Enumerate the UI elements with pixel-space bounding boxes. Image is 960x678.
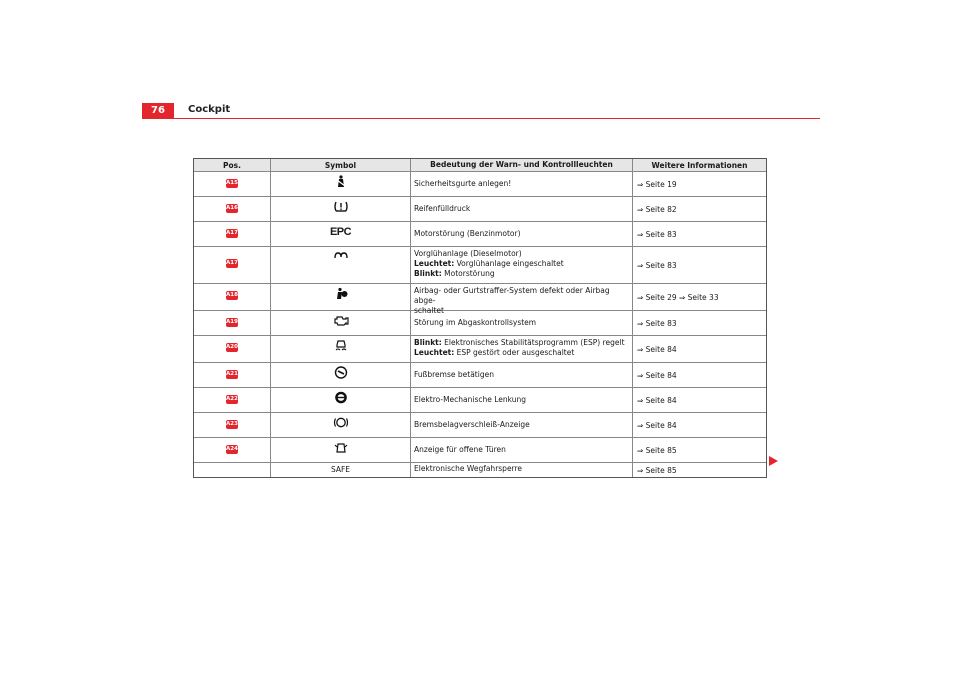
header-meaning: Bedeutung der Warn- und Kontrollleuchten	[411, 159, 633, 171]
row-text: Motorstörung	[441, 269, 495, 278]
leuchtet-label: Leuchtet:	[414, 259, 455, 268]
foot-brake-icon	[333, 366, 349, 379]
row-info: ⇒ Seite 19	[637, 179, 677, 189]
pos-badge: A20	[226, 344, 238, 350]
row-text: Elektronische Wegfahrsperre	[411, 463, 633, 477]
row-text-block	[411, 247, 633, 283]
table-row	[194, 246, 766, 283]
engine-icon	[333, 314, 349, 327]
row-info: ⇒ Seite 29 ⇒ Seite 33	[637, 292, 719, 302]
header-rule	[142, 118, 820, 119]
page-number: 76	[142, 103, 174, 119]
row-text: Anzeige für offene Türen	[414, 445, 506, 454]
brake-pad-icon	[333, 416, 349, 429]
row-text: Sicherheitsgurte anlegen!	[414, 179, 512, 188]
pos-badge: A19	[226, 319, 238, 325]
row-text-block	[411, 336, 633, 362]
row-text: Motorstörung (Benzinmotor)	[414, 229, 521, 238]
pos-badge: A22	[226, 396, 238, 402]
pos-badge: A17	[226, 230, 238, 236]
airbag-icon	[333, 287, 349, 300]
door-open-icon	[333, 441, 349, 454]
table-row	[194, 221, 766, 246]
table-row	[194, 283, 766, 315]
row-text: Fußbremse betätigen	[414, 370, 494, 379]
table-row	[194, 462, 766, 477]
glow-plug-icon	[333, 250, 349, 263]
row-text: Elektro-Mechanische Lenkung	[414, 395, 527, 404]
row-text: Airbag- oder Gurtstraffer-System defekt oder Airbag abge-	[414, 286, 610, 305]
seatbelt-icon	[333, 175, 349, 188]
row-text: Reifenfülldruck	[414, 204, 471, 213]
row-info: ⇒ Seite 83	[637, 318, 677, 328]
row-text-block	[411, 284, 633, 315]
pos-badge: A24	[226, 446, 238, 452]
row-text: Bremsbelagverschleiß-Anzeige	[414, 420, 530, 429]
table-row	[194, 335, 766, 362]
page-title: Cockpit	[188, 104, 231, 115]
row-info: ⇒ Seite 84	[637, 395, 677, 405]
pos-badge: A21	[226, 371, 238, 377]
header-pos: Pos.	[194, 159, 271, 171]
row-info: ⇒ Seite 84	[637, 420, 677, 430]
table-header-row	[194, 159, 766, 171]
table-row	[194, 196, 766, 221]
pos-badge: A18	[226, 292, 238, 298]
table-row	[194, 171, 766, 196]
row-text: Störung im Abgaskontrollsystem	[414, 318, 537, 327]
row-text: Elektronisches Stabilitätsprogramm (ESP) regelt	[441, 338, 625, 347]
row-text: Vorglühanlage (Dieselmotor)	[414, 249, 522, 258]
epc-icon: EPC	[329, 225, 352, 238]
next-page-arrow-icon	[769, 456, 778, 466]
pos-badge: A17	[226, 260, 238, 266]
blinkt-label: Blinkt:	[414, 269, 442, 278]
steering-icon	[333, 391, 349, 404]
blinkt-label: Blinkt:	[414, 338, 442, 347]
table-row	[194, 387, 766, 412]
row-info: ⇒ Seite 82	[637, 204, 677, 214]
esp-icon	[333, 339, 349, 352]
row-info: ⇒ Seite 83	[637, 229, 677, 239]
leuchtet-label: Leuchtet:	[414, 348, 455, 357]
pos-badge: A15	[226, 180, 238, 186]
pos-badge: A23	[226, 421, 238, 427]
tire-pressure-icon	[333, 200, 349, 213]
row-info: ⇒ Seite 84	[637, 344, 677, 354]
header-info: Weitere Informationen	[651, 160, 748, 170]
table-row	[194, 412, 766, 437]
row-text: Vorglühanlage eingeschaltet	[454, 259, 564, 268]
table-row	[194, 310, 766, 335]
row-info: ⇒ Seite 85	[637, 465, 677, 475]
row-info: ⇒ Seite 83	[637, 260, 677, 270]
row-text: ESP gestört oder ausgeschaltet	[454, 348, 575, 357]
row-text: schaltet	[414, 306, 444, 315]
pos-empty	[194, 463, 271, 477]
header-symbol: Symbol	[271, 159, 411, 171]
warning-lights-table	[193, 158, 767, 478]
pos-badge: A16	[226, 205, 238, 211]
table-row	[194, 362, 766, 387]
row-info: ⇒ Seite 84	[637, 370, 677, 380]
safe-symbol-text: SAFE	[330, 465, 351, 474]
row-info: ⇒ Seite 85	[637, 445, 677, 455]
table-row	[194, 437, 766, 462]
